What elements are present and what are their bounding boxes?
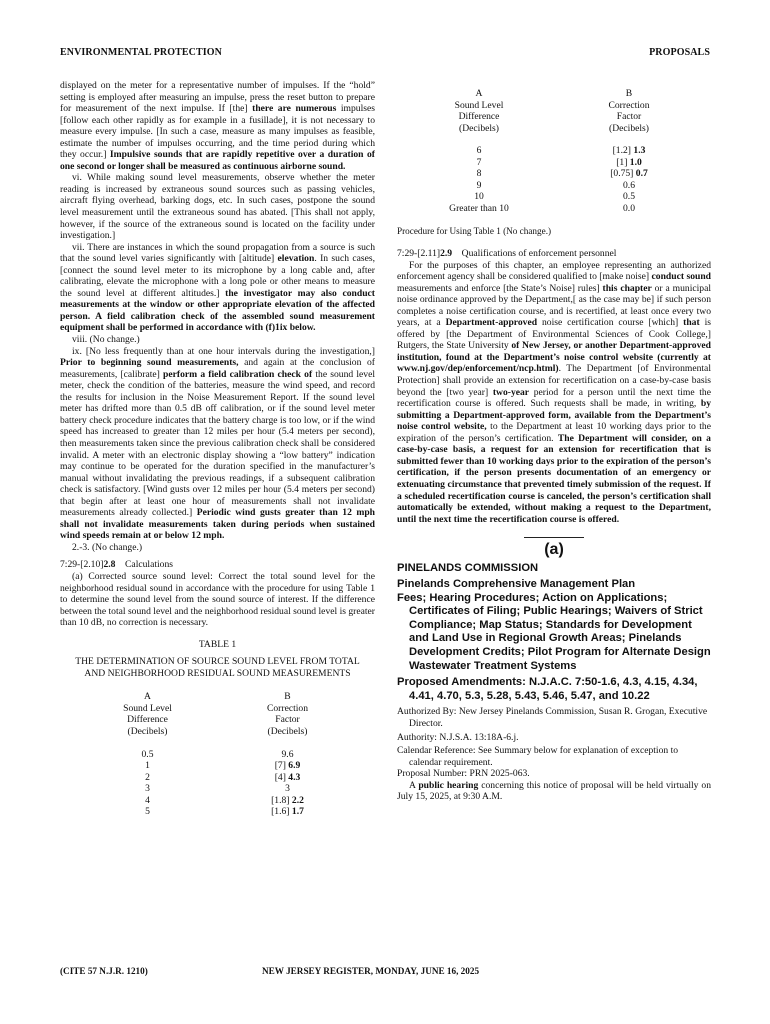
- text-run: . In such cases, [connect the sound level meter to its microphone by a long cable and, after calibrating, elevate the microphone with a long pole or other means to measure the sound level at different altitudes.]: [60, 253, 375, 299]
- section-number-old: 7:29-[2.11]: [397, 248, 441, 260]
- section-heading-calculations: [60, 559, 375, 571]
- bold-run: of New Jersey, or another Department-approved institution, found at the Department’s noise control website (currently at www.nj.gov/dep/enforcement/ncp.html): [397, 340, 711, 375]
- column-b-header: (Decibels): [267, 725, 308, 737]
- text-run: impulses [follow each other rapidly as for example in a fusillade], it is not necessary to measure every impulse. [In such a case, measure as many impulses as feasible, estimate the number of impulses occurring, and the time period during which they occur.]: [60, 103, 375, 161]
- text-run: For the purposes of this chapter, an employee representing an authorized enforcement agency shall be considered qualified to [make noise]: [397, 259, 711, 283]
- bold-run: that: [683, 317, 700, 329]
- agency-name: PINELANDS COMMISSION: [397, 561, 539, 574]
- proposed-amendments: Proposed Amendments: N.J.A.C. 7:50-1.6, 4.3, 4.15, 4.34, 4.41, 4.70, 5.3, 5.28, 5.43, 5.46, 5.47, and 10.22: [397, 676, 698, 702]
- section-number-new: 2.9: [440, 248, 453, 260]
- sound-level-difference: 7: [476, 156, 482, 168]
- right-column: [397, 80, 711, 803]
- correction-old: [7]: [274, 760, 289, 772]
- paragraph-vi: vi. While making sound level measurements, observe whether the meter reading is increased by extraneous sound sources such as passing vehicles, aircraft flying overhead, barking dogs, etc. In such cases, postpone the sound level measurement until the extraneous sound has abated. [This shall not apply, however, if the source of the extraneous sound is located on the facility under investigation.]: [60, 172, 375, 242]
- sound-level-difference: 0.5: [141, 748, 154, 760]
- column-b-header: (Decibels): [609, 122, 649, 134]
- topics-heading: Fees; Hearing Procedures; Action on Applications; Certificates of Filing; Public Hearings; Waivers of Strict Compliance; Map Status; Standards for Development and Land Use in Regional Growth Areas; Pinelands Development Credits; Pilot Program for Alternate Design Wastewater Treatment Systems: [397, 591, 711, 672]
- correction-old: 0.6: [623, 179, 635, 191]
- correction-factor: [218, 783, 358, 795]
- section-number-new: 2.8: [103, 559, 116, 571]
- text-run: to the Department at least 10 working days prior to the expiration of the person’s certification.: [397, 421, 711, 444]
- bold-run: public hearing: [418, 779, 479, 791]
- column-a-header: (Decibels): [127, 725, 168, 737]
- plan-title: Pinelands Comprehensive Management Plan: [397, 578, 636, 591]
- correction-old: [4]: [274, 771, 289, 783]
- correction-old: 3: [285, 783, 290, 795]
- authorized-by: Authorized By: New Jersey Pinelands Commission, Susan R. Grogan, Executive Director.: [397, 706, 708, 729]
- text-run: vii. There are instances in which the sound propagation from a source is such that the sound level varies significantly with [altitude]: [60, 241, 375, 265]
- column-b-header: Factor: [275, 714, 300, 726]
- text-run: measurements and enforce [the State’s Noise] rules]: [397, 282, 603, 294]
- sound-level-difference: 6: [476, 145, 482, 157]
- correction-old: 0.0: [623, 202, 635, 214]
- table-row: [78, 749, 358, 761]
- bold-run: perform a field calibration check of: [163, 368, 313, 380]
- table-header-row: [78, 691, 358, 703]
- correction-new: 0.7: [635, 168, 648, 180]
- section-heading-qualifications: [397, 248, 711, 260]
- running-header-left: ENVIRONMENTAL PROTECTION: [60, 47, 222, 58]
- sound-level-difference: 2: [145, 771, 150, 783]
- table-row: [78, 806, 358, 818]
- sound-level-difference: 1: [145, 760, 150, 772]
- column-b-header: Correction: [266, 702, 309, 714]
- column-b-header: Factor: [616, 111, 642, 123]
- text-run: ix. [No less frequently than at one hour intervals during the investigation,]: [72, 345, 375, 357]
- footer-register: NEW JERSEY REGISTER, MONDAY, JUNE 16, 2025: [262, 966, 480, 976]
- correction-old: [1.8]: [271, 794, 292, 806]
- table-row: [78, 795, 358, 807]
- table-row: [78, 760, 358, 772]
- sound-level-difference: 10: [474, 191, 484, 203]
- table-row: [404, 203, 704, 215]
- text-run: or a municipal noise ordinance approved by the Department,[ as the case may be] if such person completes a noise certification course, and is recertified, at least once every two years, at a: [397, 282, 711, 329]
- correction-old: 9.6: [281, 748, 294, 760]
- column-a-header: A: [475, 88, 483, 99]
- correction-factor: [554, 145, 704, 157]
- column-a-header: (Decibels): [459, 122, 499, 134]
- text-run: is offered by [the Department of Environmental Sciences of Cook College,] Rutgers, the State University: [397, 317, 711, 352]
- correction-new: 1.0: [629, 156, 642, 168]
- table-header-row: [78, 714, 358, 726]
- left-column: [60, 80, 375, 818]
- table-header-row: [404, 100, 704, 112]
- table-header-row: [78, 726, 358, 738]
- correction-new: 4.3: [288, 771, 301, 783]
- sound-level-difference: Greater than 10: [449, 202, 509, 214]
- paragraph-vii: [60, 242, 375, 334]
- table-header-row: [404, 88, 704, 100]
- paragraph-impulses: [60, 80, 375, 172]
- correction-factor: [218, 806, 358, 818]
- bold-run: Impulsive sounds that are rapidly repetitive over a duration of one second or longer shall be measured as continuous airborne sound.: [60, 149, 376, 172]
- sound-level-table-left: [78, 691, 358, 817]
- public-hearing-paragraph: [397, 780, 711, 803]
- table-caption: THE DETERMINATION OF SOURCE SOUND LEVEL FROM TOTAL AND NEIGHBORHOOD RESIDUAL SOUND MEASUREMENTS: [75, 656, 360, 679]
- correction-factor: [218, 749, 358, 761]
- running-header-right: PROPOSALS: [649, 47, 710, 58]
- text-run: and again at the conclusion of measurements, [calibrate]: [60, 357, 375, 380]
- table-row: [78, 772, 358, 784]
- correction-new: 6.9: [288, 760, 301, 772]
- table-row: [404, 157, 704, 169]
- bold-run: two-year: [492, 386, 530, 398]
- bold-run: conduct sound: [651, 271, 711, 283]
- correction-new: 2.2: [291, 794, 304, 806]
- bold-run: by submitting a Department-approved form, available from the Department’s noise control website,: [397, 398, 711, 433]
- correction-factor: [218, 760, 358, 772]
- sound-level-difference: 8: [476, 168, 482, 180]
- footer-cite: (CITE 57 N.J.R. 1210): [60, 966, 148, 976]
- correction-old: [0.75]: [610, 168, 636, 180]
- bold-run: Department-approved: [445, 317, 538, 329]
- sound-level-difference: 5: [145, 806, 150, 818]
- column-a-header: Sound Level: [454, 99, 504, 111]
- correction-old: [1.6]: [271, 806, 292, 818]
- text-run: A: [409, 779, 419, 791]
- table-header-row: [404, 123, 704, 135]
- paragraph-calculations: (a) Corrected source sound level: Correct the total sound level for the neighborhood residual sound in accordance with the procedure for using Table 1 to determine the sound level from the sound source of interest. If the difference between the total sound level and the neighborhood residual sound level is greater than 10 dB, no correction is necessary.: [60, 570, 375, 629]
- text-run: . The Department [of Environmental Protection] shall provide an extension for recertification on a case-by-case basis beyond the [two year]: [397, 363, 711, 398]
- paragraph-viii: viii. (No change.): [72, 334, 140, 346]
- bold-run: the investigator may also conduct measurements at the window or other appropriate elevation of the affected person. A field calibration check of the assembled sound measurement equipment shall be performed in accordance with (f)1ix below.: [60, 287, 375, 334]
- table-header-row: [404, 111, 704, 123]
- notice-label: (a): [544, 541, 564, 559]
- authority: Authority: N.J.S.A. 13:18A-6.j.: [397, 731, 519, 743]
- text-run: displayed on the meter for a representative number of impulses. If the “hold” setting is employed after measuring an impulse, press the reset button to prepare for measurement of the next impulse. If [the]: [60, 80, 375, 115]
- paragraph-qualifications: [397, 260, 711, 526]
- table-title: TABLE 1: [198, 638, 237, 650]
- correction-old: 0.5: [623, 191, 635, 203]
- table-row: [404, 180, 704, 192]
- table-row: [404, 168, 704, 180]
- table-header-row: [78, 703, 358, 715]
- correction-factor: [218, 795, 358, 807]
- column-a-header: Difference: [458, 111, 500, 123]
- text-run: concerning this notice of proposal will be held virtually on July 15, 2025, at 9:30 A.M.: [397, 779, 711, 803]
- section-number-old: 7:29-[2.10]: [60, 559, 104, 571]
- bold-run: elevation: [277, 253, 315, 265]
- correction-new: 1.3: [633, 145, 646, 157]
- paragraph-no-change: 2.-3. (No change.): [72, 541, 143, 553]
- sound-level-difference: 3: [145, 783, 150, 795]
- correction-factor: [554, 191, 704, 203]
- text-run: noise certification course [which]: [537, 317, 684, 329]
- correction-factor: [554, 180, 704, 192]
- table-row: [404, 191, 704, 203]
- bold-run: Prior to beginning sound measurements,: [60, 357, 239, 369]
- column-b-header: B: [625, 88, 633, 99]
- correction-old: [1]: [616, 156, 630, 168]
- column-a-header: A: [144, 691, 151, 703]
- paragraph-ix: [60, 346, 375, 542]
- sound-level-difference: 4: [145, 794, 150, 806]
- section-title: Calculations: [125, 559, 173, 571]
- table-row: [404, 145, 704, 157]
- correction-factor: [554, 168, 704, 180]
- sound-level-difference: 9: [476, 179, 482, 191]
- correction-old: [1.2]: [612, 145, 634, 157]
- correction-factor: [554, 203, 704, 215]
- section-title: Qualifications of enforcement personnel: [461, 248, 617, 260]
- table-row: [78, 783, 358, 795]
- proposal-number: Proposal Number: PRN 2025-063.: [397, 768, 530, 780]
- column-a-header: Difference: [127, 714, 168, 726]
- correction-new: 1.7: [291, 806, 304, 818]
- bold-run: Periodic wind gusts greater than 12 mph shall not invalidate measurements taken during periods when sustained wind speeds remain at or below 12 mph.: [60, 507, 375, 542]
- procedure-note: Procedure for Using Table 1 (No change.): [397, 226, 552, 237]
- column-b-header: B: [284, 691, 291, 703]
- column-b-header: Correction: [608, 99, 650, 111]
- bold-run: this chapter: [602, 282, 652, 294]
- section-divider: [524, 537, 584, 538]
- text-run: period for a person until the next time the recertification course is offered. Such requests shall be made, in writing,: [397, 386, 711, 410]
- bold-run: there are numerous: [252, 103, 337, 115]
- correction-factor: [218, 772, 358, 784]
- calendar-reference: Calendar Reference: See Summary below for explanation of exception to calendar requirement.: [397, 745, 679, 768]
- sound-level-table-right: [404, 88, 704, 214]
- text-run: the sound level meter, check the condition of the batteries, measure the wind speed, and record the results for inclusion in the Noise Measurement Report. If the sound level meter has drifted more than 0.5 dB off calibration, or if the sound level meter battery check procedure indicates that the battery charge is too low, or if the wind speed has increased to greater than 12 miles per hour (5.4 meters per second), then measurements taken since the previous calibration check shall be considered invalid. A meter with an electronic display showing a “low battery” indication may continue to be operated for the duration specified in the manufacturer’s manual without invalidating the previous readings, if a subsequent calibration check is satisfactory. [Wind gusts over 12 miles per hour (5.4 meters per second) that begin after at least one hour of measurements shall not invalidate measurements already collected.]: [60, 368, 375, 519]
- bold-run: The Department will consider, on a case-by-case basis, a request for an extension for recertification that is submitted fewer than 10 working days prior to the expiration of the person’s certification, if the person presents documentation of an emergency or extenuating circumstance that prevented timely submission of the request. If a scheduled recertification course is canceled, the person’s certification shall automatically be extended, without making a request to the Department, until the next time the recertification course is offered.: [397, 432, 711, 525]
- correction-factor: [554, 157, 704, 169]
- column-a-header: Sound Level: [123, 702, 172, 714]
